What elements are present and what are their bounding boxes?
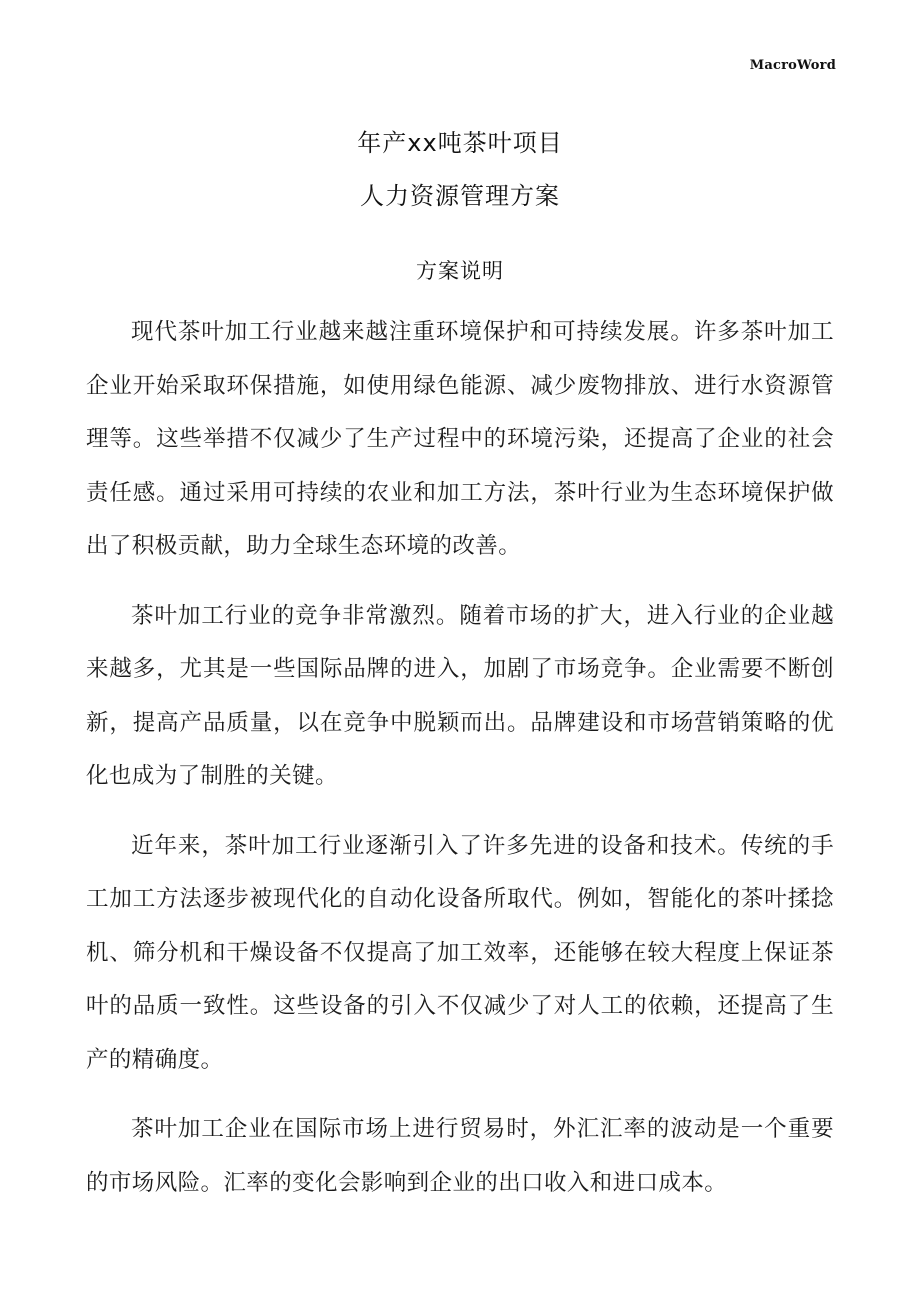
paragraph-3: 近年来，茶叶加工行业逐渐引入了许多先进的设备和技术。传统的手工加工方法逐步被现代化的自动化设备所取代。例如，智能化的茶叶揉捻机、筛分机和干燥设备不仅提高了加工效率，还能够在较大程度上保证茶叶的品质一致性。这些设备的引入不仅减少了对人工的依赖，还提高了生产的精确度。 <box>86 832 834 1073</box>
paragraph-2: 茶叶加工行业的竞争非常激烈。随着市场的扩大，进入行业的企业越来越多，尤其是一些国际品牌的进入，加剧了市场竞争。企业需要不断创新，提高产品质量，以在竞争中脱颖而出。品牌建设和市场营销策略的优化也成为了制胜的关键。 <box>86 602 834 789</box>
paragraph-4: 茶叶加工企业在国际市场上进行贸易时，外汇汇率的波动是一个重要的市场风险。汇率的变化会影响到企业的出口收入和进口成本。 <box>86 1116 834 1196</box>
document-body <box>86 306 834 1226</box>
paragraph-1: 现代茶叶加工行业越来越注重环境保护和可持续发展。许多茶叶加工企业开始采取环保措施，如使用绿色能源、减少废物排放、进行水资源管理等。这些举措不仅减少了生产过程中的环境污染，还提高了企业的社会责任感。通过采用可持续的农业和加工方法，茶叶行业为生态环境保护做出了积极贡献，助力全球生态环境的改善。 <box>86 319 834 559</box>
brand-header: MacroWord <box>749 58 836 73</box>
section-heading: 方案说明 <box>416 259 504 283</box>
document-title-line-1: 年产xx吨茶叶项目 <box>357 129 563 157</box>
document-title-line-2: 人力资源管理方案 <box>360 182 560 210</box>
